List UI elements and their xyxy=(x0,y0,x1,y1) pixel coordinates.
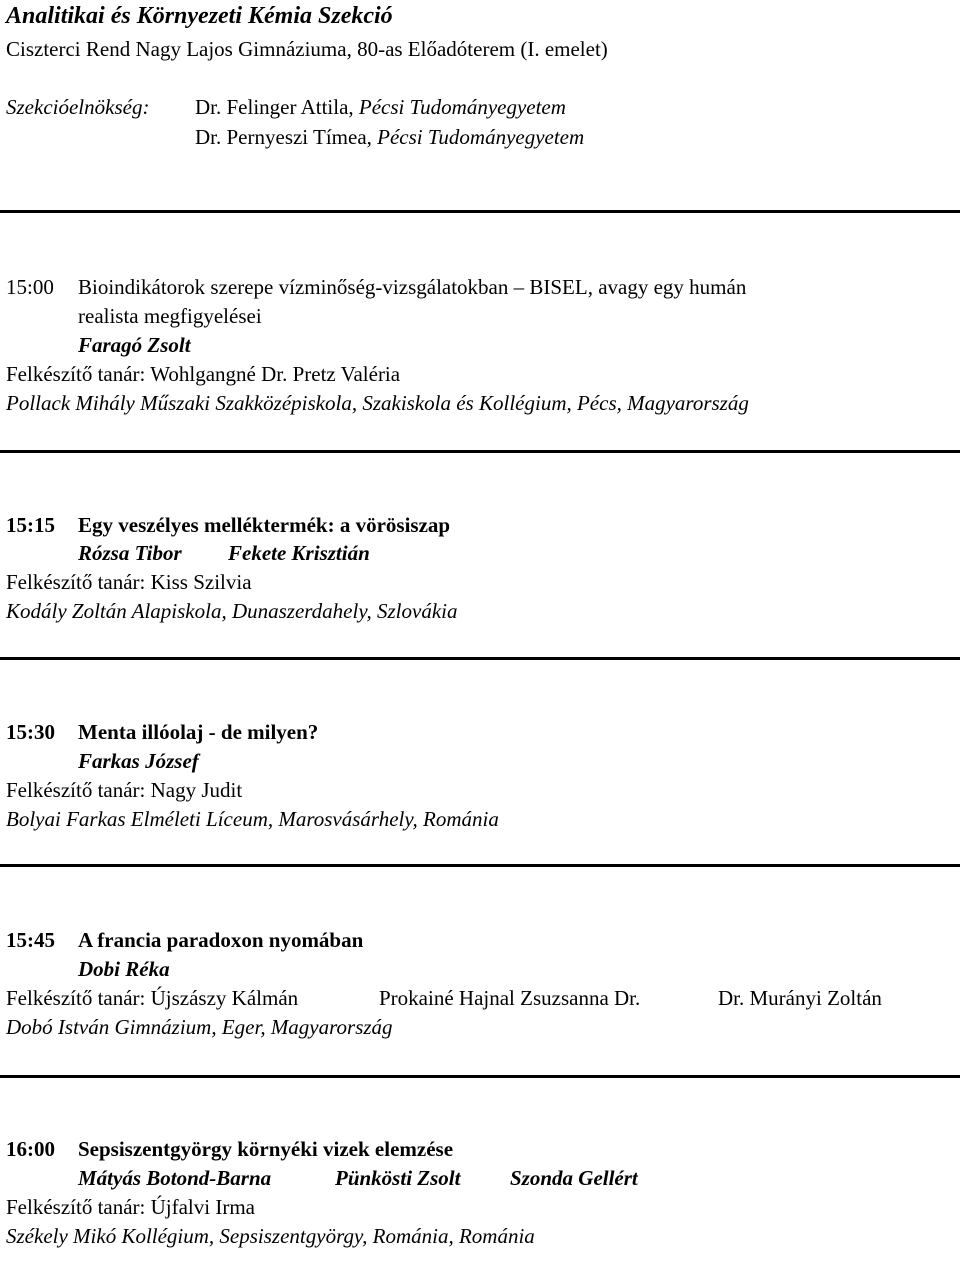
talk-teacher: Felkészítő tanár: Kiss Szilvia xyxy=(6,570,252,594)
talk-time: 15:15 xyxy=(6,513,55,537)
talk-title: Egy veszélyes melléktermék: a vörösiszap xyxy=(78,513,451,537)
chair-2-name: Dr. Pernyeszi Tímea, xyxy=(195,125,372,149)
divider xyxy=(0,450,960,453)
talk-author: Mátyás Botond-Barna xyxy=(78,1166,272,1190)
talk-school: Dobó István Gimnázium, Eger, Magyarország xyxy=(6,1015,393,1039)
divider xyxy=(0,1075,960,1078)
chair-2 xyxy=(195,127,584,148)
divider xyxy=(0,210,960,213)
talk-school: Pollack Mihály Műszaki Szakközépiskola, Szakiskola és Kollégium, Pécs, Magyarország xyxy=(6,391,749,415)
talk-title-cont: realista megfigyelései xyxy=(78,304,262,328)
talk-title: Sepsiszentgyörgy környéki vizek elemzése xyxy=(78,1137,454,1161)
chairs-label: Szekcióelnökség: xyxy=(6,95,150,119)
venue: Ciszterci Rend Nagy Lajos Gimnáziuma, 80-as Előadóterem (I. emelet) xyxy=(6,37,608,61)
talk-author: Fekete Krisztián xyxy=(228,541,370,565)
talk-time: 16:00 xyxy=(6,1137,55,1161)
talk-teacher-2: Prokainé Hajnal Zsuzsanna Dr. xyxy=(379,986,641,1010)
chair-1 xyxy=(195,97,566,118)
talk-title: A francia paradoxon nyomában xyxy=(78,928,364,952)
talk-title: Menta illóolaj - de milyen? xyxy=(78,720,319,744)
talk-teacher: Felkészítő tanár: Nagy Judit xyxy=(6,778,243,802)
divider xyxy=(0,657,960,660)
talk-author: Farkas József xyxy=(78,749,199,773)
talk-teacher: Felkészítő tanár: Wohlgangné Dr. Pretz Valéria xyxy=(6,362,401,386)
talk-title: Bioindikátorok szerepe vízminőség-vizsgálatokban – BISEL, avagy egy humán xyxy=(78,275,747,299)
talk-author: Faragó Zsolt xyxy=(78,333,191,357)
talk-school: Bolyai Farkas Elméleti Líceum, Marosvásárhely, Románia xyxy=(6,807,499,831)
talk-teacher: Felkészítő tanár: Újfalvi Irma xyxy=(6,1195,255,1219)
talk-time: 15:45 xyxy=(6,928,55,952)
talk-time: 15:30 xyxy=(6,720,55,744)
section-title: Analitikai és Környezeti Kémia Szekció xyxy=(6,3,393,29)
chair-2-affiliation: Pécsi Tudományegyetem xyxy=(377,125,585,149)
talk-teacher-3: Dr. Murányi Zoltán xyxy=(718,986,882,1010)
talk-teacher: Felkészítő tanár: Újszászy Kálmán xyxy=(6,986,299,1010)
chair-1-affiliation: Pécsi Tudományegyetem xyxy=(358,95,566,119)
talk-school: Kodály Zoltán Alapiskola, Dunaszerdahely, Szlovákia xyxy=(6,599,458,623)
talk-school: Székely Mikó Kollégium, Sepsiszentgyörgy, Románia, Románia xyxy=(6,1224,535,1248)
talk-author: Dobi Réka xyxy=(78,957,170,981)
talk-author: Pünkösti Zsolt xyxy=(335,1166,461,1190)
divider xyxy=(0,864,960,867)
talk-author: Szonda Gellért xyxy=(510,1166,638,1190)
talk-time: 15:00 xyxy=(6,275,54,299)
talk-author: Rózsa Tibor xyxy=(78,541,182,565)
chair-1-name: Dr. Felinger Attila, xyxy=(195,95,354,119)
